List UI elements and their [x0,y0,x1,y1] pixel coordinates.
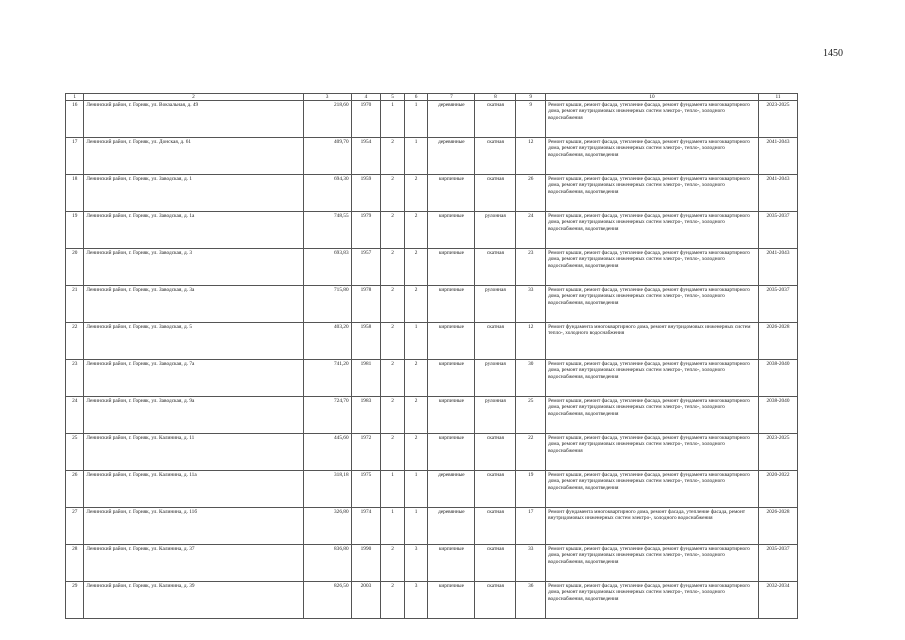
period-cell: 2023-2025 [759,101,798,138]
table-row [66,397,798,434]
floors-cell: 2 [381,249,405,286]
column-number-cell: 9 [516,94,546,101]
wall-material-cell: кирпичные [428,212,475,249]
column-number-cell: 6 [404,94,428,101]
repair-works-cell: Ремонт крыши, ремонт фасада, утепление фасада, ремонт фундамента многоквартирного дома, ремонт внутридомовых инженерных систем электро-, тепло-, холодного водоснабжения, водоотведения [546,286,759,323]
apartments-cell: 36 [516,582,546,619]
area-cell: 715,80 [303,286,351,323]
period-cell: 2020-2022 [759,471,798,508]
apartments-cell: 33 [516,286,546,323]
year-cell: 1959 [351,175,381,212]
repair-works-cell: Ремонт крыши, ремонт фасада, утепление фасада, ремонт фундамента многоквартирного дома, ремонт внутридомовых инженерных систем электро-, тепло-, холодного водоснабжения, водоотведения [546,175,759,212]
year-cell: 2003 [351,582,381,619]
period-cell: 2035-2037 [759,545,798,582]
entrances-cell: 2 [404,434,428,471]
table-row [66,360,798,397]
table-row [66,545,798,582]
wall-material-cell: деревянные [428,508,475,545]
area-cell: 826,50 [303,582,351,619]
wall-material-cell: кирпичные [428,434,475,471]
roof-type-cell: рулонная [475,360,516,397]
wall-material-cell: кирпичные [428,360,475,397]
roof-type-cell: скатная [475,434,516,471]
row-number-cell: 18 [66,175,84,212]
floors-cell: 1 [381,508,405,545]
entrances-cell: 1 [404,101,428,138]
area-cell: 445,60 [303,434,351,471]
column-number-cell: 5 [381,94,405,101]
row-number-cell: 21 [66,286,84,323]
row-number-cell: 23 [66,360,84,397]
floors-cell: 2 [381,434,405,471]
floors-cell: 2 [381,286,405,323]
address-cell: Ленинский район, г. Горняк, ул. Калинина, д. 11 [84,434,303,471]
roof-type-cell: рулонная [475,397,516,434]
row-number-cell: 28 [66,545,84,582]
row-number-cell: 20 [66,249,84,286]
apartments-cell: 9 [516,101,546,138]
row-number-cell: 29 [66,582,84,619]
repair-works-cell: Ремонт крыши, ремонт фасада, утепление фасада, ремонт фундамента многоквартирного дома, ремонт внутридомовых инженерных систем электро-, тепло-, холодного водоснабжения, водоотведения [546,471,759,508]
column-number-cell: 7 [428,94,475,101]
address-cell: Ленинский район, г. Горняк, ул. Калинина, д. 37 [84,545,303,582]
row-number-cell: 27 [66,508,84,545]
apartments-cell: 26 [516,175,546,212]
year-cell: 1958 [351,323,381,360]
wall-material-cell: кирпичные [428,286,475,323]
row-number-cell: 24 [66,397,84,434]
address-cell: Ленинский район, г. Горняк, ул. Заводская, д. 7а [84,360,303,397]
year-cell: 1954 [351,138,381,175]
repair-works-cell: Ремонт крыши, ремонт фасада, утепление фасада, ремонт фундамента многоквартирного дома, ремонт внутридомовых инженерных систем электро-, тепло-, холодного водоснабжения [546,434,759,471]
period-cell: 2038-2040 [759,360,798,397]
area-cell: 748,55 [303,212,351,249]
address-cell: Ленинский район, г. Горняк, ул. Калинина, д. 39 [84,582,303,619]
roof-type-cell: скатная [475,582,516,619]
floors-cell: 2 [381,582,405,619]
column-number-row [66,94,798,101]
entrances-cell: 2 [404,212,428,249]
wall-material-cell: кирпичные [428,397,475,434]
repair-works-cell: Ремонт крыши, ремонт фасада, утепление фасада, ремонт фундамента многоквартирного дома, ремонт внутридомовых инженерных систем электро-, тепло-, холодного водоснабжения, водоотведения [546,212,759,249]
period-cell: 2023-2025 [759,434,798,471]
roof-type-cell: скатная [475,138,516,175]
row-number-cell: 16 [66,101,84,138]
repair-works-cell: Ремонт крыши, ремонт фасада, утепление фасада, ремонт фундамента многоквартирного дома, ремонт внутридомовых инженерных систем электро-, тепло-, холодного водоснабжения, водоотведения [546,545,759,582]
apartments-cell: 25 [516,397,546,434]
apartments-cell: 17 [516,508,546,545]
column-number-cell: 8 [475,94,516,101]
period-cell: 2026-2028 [759,508,798,545]
column-number-cell: 10 [546,94,759,101]
floors-cell: 2 [381,545,405,582]
entrances-cell: 1 [404,508,428,545]
table-row [66,101,798,138]
apartments-cell: 12 [516,323,546,360]
column-number-cell: 4 [351,94,381,101]
area-cell: 741,20 [303,360,351,397]
floors-cell: 1 [381,101,405,138]
area-cell: 318,18 [303,471,351,508]
floors-cell: 2 [381,138,405,175]
wall-material-cell: кирпичные [428,545,475,582]
repair-works-cell: Ремонт крыши, ремонт фасада, утепление фасада, ремонт фундамента многоквартирного дома, ремонт внутридомовых инженерных систем электро-, тепло-, холодного водоснабжения, водоотведения [546,138,759,175]
area-cell: 218,60 [303,101,351,138]
apartments-cell: 24 [516,212,546,249]
address-cell: Ленинский район, г. Горняк, ул. Заводская, д. 3 [84,249,303,286]
period-cell: 2026-2028 [759,323,798,360]
floors-cell: 2 [381,175,405,212]
period-cell: 2038-2040 [759,397,798,434]
entrances-cell: 2 [404,175,428,212]
column-number-cell: 1 [66,94,84,101]
repair-works-cell: Ремонт крыши, ремонт фасада, утепление фасада, ремонт фундамента многоквартирного дома, ремонт внутридомовых инженерных систем электро-, тепло-, холодного водоснабжения, водоотведения [546,249,759,286]
entrances-cell: 2 [404,360,428,397]
area-cell: 326,80 [303,508,351,545]
floors-cell: 2 [381,397,405,434]
roof-type-cell: скатная [475,471,516,508]
area-cell: 694,30 [303,175,351,212]
repair-works-cell: Ремонт крыши, ремонт фасада, утепление фасада, ремонт фундамента многоквартирного дома, ремонт внутридомовых инженерных систем электро-, тепло-, холодного водоснабжения, водоотведения [546,582,759,619]
period-cell: 2041-2043 [759,249,798,286]
repair-works-cell: Ремонт крыши, ремонт фасада, утепление фасада, ремонт фундамента многоквартирного дома, ремонт внутридомовых инженерных систем электро-, тепло-, холодного водоснабжения [546,101,759,138]
year-cell: 1990 [351,545,381,582]
address-cell: Ленинский район, г. Горняк, ул. Донская, д. 61 [84,138,303,175]
column-number-cell: 2 [84,94,303,101]
period-cell: 2041-2043 [759,175,798,212]
row-number-cell: 17 [66,138,84,175]
table-row [66,582,798,619]
entrances-cell: 1 [404,138,428,175]
address-cell: Ленинский район, г. Горняк, ул. Заводская, д. 1а [84,212,303,249]
repair-works-cell: Ремонт фундамента многоквартирного дома, ремонт фасада, утепление фасада, ремонт внутридомовых инженерных систем электро-, холодного водоснабжения [546,508,759,545]
entrances-cell: 2 [404,397,428,434]
entrances-cell: 1 [404,471,428,508]
apartments-cell: 33 [516,545,546,582]
repair-works-cell: Ремонт фундамента многоквартирного дома, ремонт внутридомовых инженерных систем тепло-, холодного водоснабжения [546,323,759,360]
area-cell: 409,70 [303,138,351,175]
area-cell: 693,83 [303,249,351,286]
roof-type-cell: скатная [475,249,516,286]
table-row [66,138,798,175]
table-row [66,323,798,360]
table-row [66,286,798,323]
floors-cell: 2 [381,360,405,397]
housing-repair-table [65,93,798,619]
year-cell: 1983 [351,397,381,434]
table-row [66,175,798,212]
wall-material-cell: деревянные [428,138,475,175]
repair-works-cell: Ремонт крыши, ремонт фасада, утепление фасада, ремонт фундамента многоквартирного дома, ремонт внутридомовых инженерных систем электро-, тепло-, холодного водоснабжения, водоотведения [546,397,759,434]
floors-cell: 1 [381,471,405,508]
year-cell: 1979 [351,212,381,249]
roof-type-cell: рулонная [475,286,516,323]
roof-type-cell: рулонная [475,212,516,249]
row-number-cell: 26 [66,471,84,508]
entrances-cell: 1 [404,323,428,360]
area-cell: 836,80 [303,545,351,582]
area-cell: 724,70 [303,397,351,434]
wall-material-cell: кирпичные [428,175,475,212]
entrances-cell: 2 [404,286,428,323]
floors-cell: 2 [381,323,405,360]
floors-cell: 2 [381,212,405,249]
year-cell: 1972 [351,434,381,471]
period-cell: 2035-2037 [759,212,798,249]
row-number-cell: 25 [66,434,84,471]
area-cell: 403,20 [303,323,351,360]
apartments-cell: 30 [516,360,546,397]
entrances-cell: 2 [404,249,428,286]
period-cell: 2035-2037 [759,286,798,323]
year-cell: 1974 [351,508,381,545]
apartments-cell: 23 [516,249,546,286]
apartments-cell: 22 [516,434,546,471]
apartments-cell: 19 [516,471,546,508]
table-row [66,434,798,471]
table-row [66,249,798,286]
column-number-cell: 11 [759,94,798,101]
wall-material-cell: кирпичные [428,323,475,360]
wall-material-cell: деревянные [428,471,475,508]
year-cell: 1957 [351,249,381,286]
period-cell: 2032-2034 [759,582,798,619]
page-number: 1450 [823,48,843,59]
roof-type-cell: скатная [475,175,516,212]
year-cell: 1978 [351,286,381,323]
row-number-cell: 19 [66,212,84,249]
entrances-cell: 3 [404,582,428,619]
wall-material-cell: кирпичные [428,582,475,619]
address-cell: Ленинский район, г. Горняк, ул. Калинина, д. 11а [84,471,303,508]
address-cell: Ленинский район, г. Горняк, ул. Калинина, д. 11б [84,508,303,545]
table-row [66,212,798,249]
wall-material-cell: деревянные [428,101,475,138]
roof-type-cell: скатная [475,508,516,545]
roof-type-cell: скатная [475,101,516,138]
table-row [66,508,798,545]
roof-type-cell: скатная [475,323,516,360]
period-cell: 2041-2043 [759,138,798,175]
apartments-cell: 12 [516,138,546,175]
address-cell: Ленинский район, г. Горняк, ул. Вокзальная, д. 49 [84,101,303,138]
repair-works-cell: Ремонт крыши, ремонт фасада, утепление фасада, ремонт фундамента многоквартирного дома, ремонт внутридомовых инженерных систем электро-, тепло-, холодного водоснабжения, водоотведения [546,360,759,397]
address-cell: Ленинский район, г. Горняк, ул. Заводская, д. 9а [84,397,303,434]
year-cell: 1970 [351,101,381,138]
address-cell: Ленинский район, г. Горняк, ул. Заводская, д. 1 [84,175,303,212]
column-number-cell: 3 [303,94,351,101]
roof-type-cell: скатная [475,545,516,582]
year-cell: 1975 [351,471,381,508]
wall-material-cell: кирпичные [428,249,475,286]
year-cell: 1981 [351,360,381,397]
address-cell: Ленинский район, г. Горняк, ул. Заводская, д. 5 [84,323,303,360]
entrances-cell: 3 [404,545,428,582]
table-row [66,471,798,508]
row-number-cell: 22 [66,323,84,360]
address-cell: Ленинский район, г. Горняк, ул. Заводская, д. 3а [84,286,303,323]
